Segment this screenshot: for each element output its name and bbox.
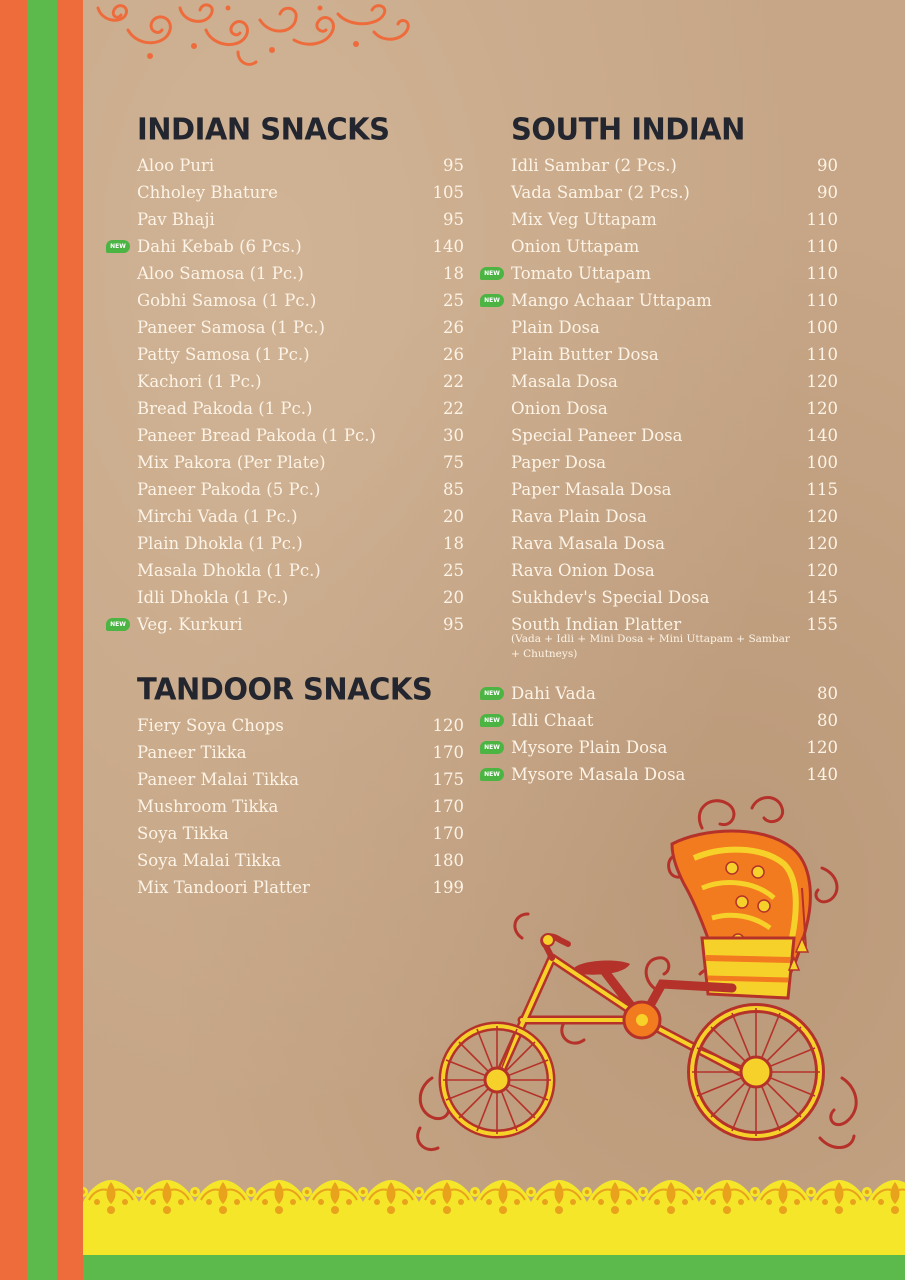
menu-item-chholey-bhature (106, 179, 468, 206)
new-badge-icon: NEW (480, 714, 504, 727)
menu-item-name: Idli Dhokla (1 Pc.) (137, 588, 289, 607)
menu-item-price: 18 (443, 534, 464, 553)
menu-item-price: 170 (432, 743, 464, 762)
menu-item-price: 22 (443, 399, 464, 418)
menu-item-name: Paper Masala Dosa (511, 480, 672, 499)
menu-item-name: Rava Onion Dosa (511, 561, 655, 580)
menu-item-name: Dahi Vada (511, 684, 596, 703)
menu-item-price: 145 (806, 588, 838, 607)
menu-item-fiery-soya-chops (106, 712, 468, 739)
section-spacer (106, 638, 468, 668)
menu-item-price: 140 (806, 765, 838, 784)
menu-item-price: 25 (443, 291, 464, 310)
new-badge-icon: NEW (480, 294, 504, 307)
menu-item-paneer-bread-pakoda-1-pc (106, 422, 468, 449)
menu-item-price: 105 (432, 183, 464, 202)
left-orange-stripe-inner (57, 0, 83, 1280)
menu-item-name: Paneer Bread Pakoda (1 Pc.) (137, 426, 376, 445)
menu-item-name: Plain Dosa (511, 318, 600, 337)
menu-item-price: 18 (443, 264, 464, 283)
menu-item-price: 120 (806, 561, 838, 580)
section-title-south-indian: SOUTH INDIAN (511, 111, 745, 147)
menu-item-price: 25 (443, 561, 464, 580)
menu-item-name: Plain Butter Dosa (511, 345, 659, 364)
menu-item-price: 115 (806, 480, 838, 499)
menu-item-onion-dosa (480, 395, 842, 422)
menu-item-paper-masala-dosa (480, 476, 842, 503)
menu-item-mirchi-vada-1-pc (106, 503, 468, 530)
section-title-indian-snacks: INDIAN SNACKS (137, 111, 390, 147)
menu-item-name: Mix Veg Uttapam (511, 210, 657, 229)
menu-item-name: Special Paneer Dosa (511, 426, 683, 445)
menu-item-name: Chholey Bhature (137, 183, 278, 202)
left-menu-column (106, 108, 468, 901)
menu-item-name: Fiery Soya Chops (137, 716, 284, 735)
menu-item-price: 95 (443, 615, 464, 634)
menu-item-vada-sambar-2-pcs (480, 179, 842, 206)
menu-item-mysore-plain-dosa (480, 734, 842, 761)
menu-item-name: Aloo Samosa (1 Pc.) (137, 264, 304, 283)
menu-item-price: 140 (806, 426, 838, 445)
menu-item-price: 30 (443, 426, 464, 445)
menu-item-gobhi-samosa-1-pc (106, 287, 468, 314)
menu-item-paneer-samosa-1-pc (106, 314, 468, 341)
menu-item-paper-dosa (480, 449, 842, 476)
menu-item-aloo-puri (106, 152, 468, 179)
menu-item-dahi-vada (480, 680, 842, 707)
menu-item-price: 120 (806, 372, 838, 391)
menu-item-name: Idli Sambar (2 Pcs.) (511, 156, 677, 175)
menu-item-name: Soya Tikka (137, 824, 229, 843)
menu-item-name: Masala Dosa (511, 372, 618, 391)
menu-item-name: Dahi Kebab (6 Pcs.) (137, 237, 302, 256)
new-badge-icon: NEW (480, 687, 504, 700)
menu-item-price: 20 (443, 588, 464, 607)
menu-item-rava-onion-dosa (480, 557, 842, 584)
cycle-rickshaw-illustration-icon (402, 788, 882, 1173)
menu-item-price: 140 (432, 237, 464, 256)
menu-item-plain-dhokla-1-pc (106, 530, 468, 557)
menu-item-name: Rava Plain Dosa (511, 507, 647, 526)
menu-item-price: 85 (443, 480, 464, 499)
menu-item-name: Mysore Masala Dosa (511, 765, 686, 784)
menu-item-south-indian-platter (480, 611, 842, 680)
indian-snacks-list (106, 152, 468, 638)
menu-item-name: Gobhi Samosa (1 Pc.) (137, 291, 317, 310)
menu-item-name: Onion Dosa (511, 399, 608, 418)
menu-item-rava-masala-dosa (480, 530, 842, 557)
new-badge-icon: NEW (480, 741, 504, 754)
menu-item-name: Mango Achaar Uttapam (511, 291, 712, 310)
menu-item-name: South Indian Platter (511, 615, 682, 634)
menu-item-masala-dhokla-1-pc (106, 557, 468, 584)
menu-item-paneer-tikka (106, 739, 468, 766)
menu-item-price: 80 (817, 684, 838, 703)
menu-item-name: Idli Chaat (511, 711, 594, 730)
menu-item-idli-chaat (480, 707, 842, 734)
menu-item-price: 170 (432, 824, 464, 843)
new-badge-icon: NEW (106, 618, 130, 631)
menu-item-name: Plain Dhokla (1 Pc.) (137, 534, 303, 553)
menu-item-price: 110 (806, 264, 838, 283)
menu-item-description: (Vada + Idli + Mini Dosa + Mini Uttapam + Sambar + Chutneys) (511, 633, 790, 660)
menu-item-price: 95 (443, 210, 464, 229)
menu-item-name: Vada Sambar (2 Pcs.) (511, 183, 690, 202)
menu-item-mango-achaar-uttapam (480, 287, 842, 314)
menu-item-idli-sambar-2-pcs (480, 152, 842, 179)
menu-item-name: Aloo Puri (137, 156, 215, 175)
menu-item-price: 110 (806, 210, 838, 229)
menu-item-price: 110 (806, 345, 838, 364)
menu-item-price: 120 (432, 716, 464, 735)
menu-item-rava-plain-dosa (480, 503, 842, 530)
menu-item-price: 90 (817, 156, 838, 175)
menu-item-name: Pav Bhaji (137, 210, 215, 229)
swirl-ornament-icon (88, 0, 418, 78)
menu-item-mix-veg-uttapam (480, 206, 842, 233)
menu-item-name: Kachori (1 Pc.) (137, 372, 262, 391)
menu-item-name: Sukhdev's Special Dosa (511, 588, 710, 607)
menu-item-sukhdev-s-special-dosa (480, 584, 842, 611)
menu-item-price: 90 (817, 183, 838, 202)
menu-item-price: 110 (806, 237, 838, 256)
menu-item-price: 20 (443, 507, 464, 526)
menu-item-name: Masala Dhokla (1 Pc.) (137, 561, 321, 580)
menu-item-price: 110 (806, 291, 838, 310)
menu-item-price: 120 (806, 507, 838, 526)
menu-item-kachori-1-pc (106, 368, 468, 395)
menu-item-price: 180 (432, 851, 464, 870)
menu-item-name: Rava Masala Dosa (511, 534, 665, 553)
menu-item-pav-bhaji (106, 206, 468, 233)
menu-item-price: 100 (806, 453, 838, 472)
menu-item-name: Mix Tandoori Platter (137, 878, 310, 897)
menu-item-aloo-samosa-1-pc (106, 260, 468, 287)
menu-item-price: 170 (432, 797, 464, 816)
menu-item-name: Mirchi Vada (1 Pc.) (137, 507, 298, 526)
left-orange-stripe (0, 0, 27, 1280)
new-badge-icon: NEW (106, 240, 130, 253)
menu-item-price: 80 (817, 711, 838, 730)
new-badge-icon: NEW (480, 267, 504, 280)
menu-item-name: Paneer Pakoda (5 Pc.) (137, 480, 321, 499)
menu-item-name: Veg. Kurkuri (137, 615, 243, 634)
menu-item-price: 22 (443, 372, 464, 391)
menu-item-plain-dosa (480, 314, 842, 341)
menu-item-name: Paneer Samosa (1 Pc.) (137, 318, 325, 337)
right-menu-column (480, 108, 842, 788)
menu-item-price: 175 (432, 770, 464, 789)
menu-item-special-paneer-dosa (480, 422, 842, 449)
menu-item-price: 155 (806, 615, 838, 634)
menu-item-tomato-uttapam (480, 260, 842, 287)
menu-item-bread-pakoda-1-pc (106, 395, 468, 422)
menu-item-patty-samosa-1-pc (106, 341, 468, 368)
menu-item-onion-uttapam (480, 233, 842, 260)
menu-item-name: Onion Uttapam (511, 237, 640, 256)
menu-item-name: Tomato Uttapam (511, 264, 652, 283)
menu-item-price: 95 (443, 156, 464, 175)
menu-item-name: Mushroom Tikka (137, 797, 279, 816)
south-indian-list (480, 152, 842, 788)
menu-item-name: Bread Pakoda (1 Pc.) (137, 399, 313, 418)
menu-item-plain-butter-dosa (480, 341, 842, 368)
menu-item-name: Patty Samosa (1 Pc.) (137, 345, 310, 364)
menu-item-idli-dhokla-1-pc (106, 584, 468, 611)
menu-item-name: Soya Malai Tikka (137, 851, 282, 870)
menu-item-price: 100 (806, 318, 838, 337)
menu-item-name: Paper Dosa (511, 453, 607, 472)
lace-border-ornament-icon (83, 1172, 905, 1220)
menu-item-dahi-kebab-6-pcs (106, 233, 468, 260)
menu-item-mysore-masala-dosa (480, 761, 842, 788)
menu-item-name: Paneer Tikka (137, 743, 247, 762)
menu-item-veg-kurkuri (106, 611, 468, 638)
menu-item-name: Mysore Plain Dosa (511, 738, 668, 757)
menu-item-price: 26 (443, 318, 464, 337)
menu-item-price: 199 (432, 878, 464, 897)
left-green-stripe (27, 0, 57, 1280)
menu-item-paneer-pakoda-5-pc (106, 476, 468, 503)
menu-item-name: Paneer Malai Tikka (137, 770, 299, 789)
menu-item-mix-pakora-per-plate (106, 449, 468, 476)
bottom-green-band (83, 1255, 905, 1280)
menu-item-price: 120 (806, 738, 838, 757)
menu-item-price: 26 (443, 345, 464, 364)
section-title-tandoor-snacks: TANDOOR SNACKS (137, 671, 433, 707)
menu-item-price: 75 (443, 453, 464, 472)
new-badge-icon: NEW (480, 768, 504, 781)
menu-item-price: 120 (806, 534, 838, 553)
menu-item-price: 120 (806, 399, 838, 418)
menu-item-name: Mix Pakora (Per Plate) (137, 453, 326, 472)
menu-item-masala-dosa (480, 368, 842, 395)
